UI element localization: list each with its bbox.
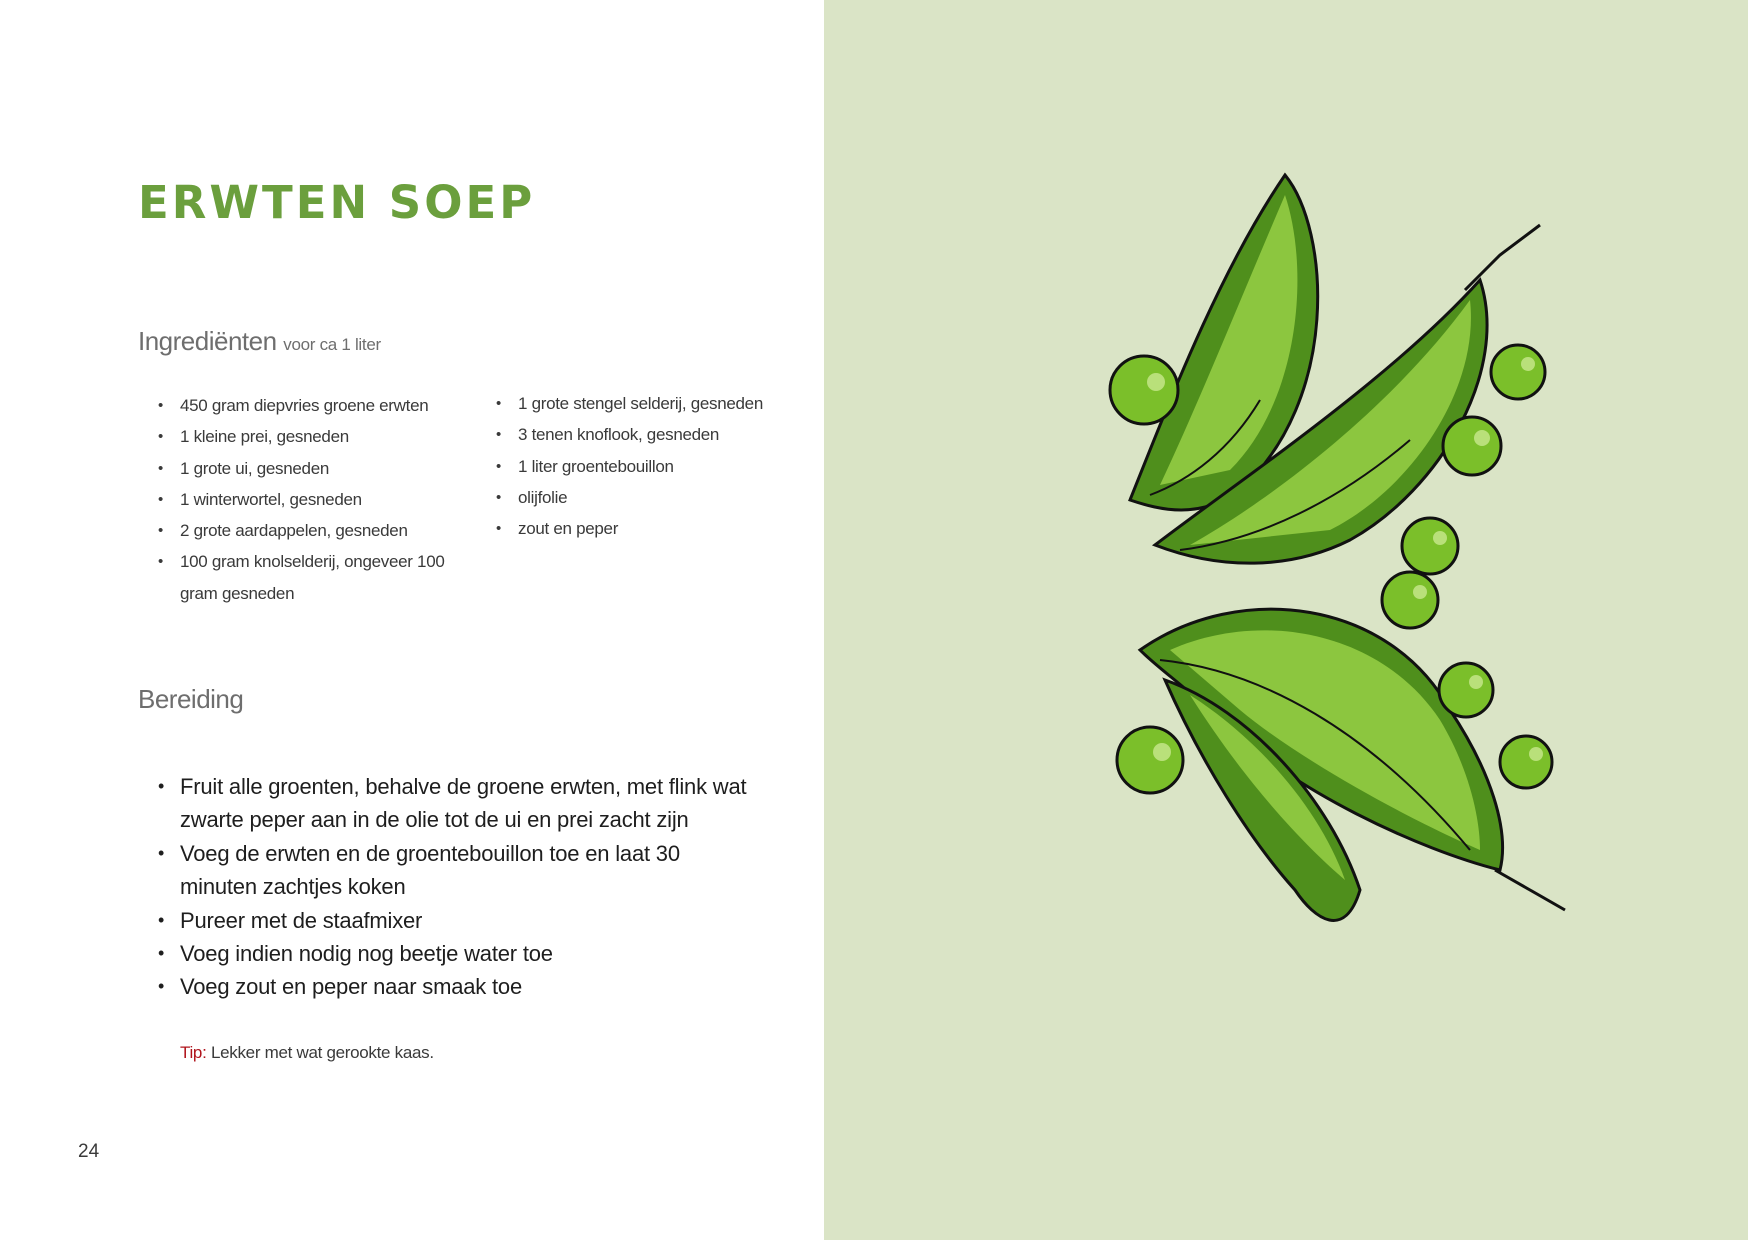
tip	[180, 1043, 434, 1063]
preparation-step: • Voeg indien nodig nog beetje water toe	[158, 937, 758, 970]
recipe-title: ERWTEN SOEP	[138, 176, 536, 229]
ingredient-item: • 1 grote ui, gesneden	[158, 453, 468, 484]
tip-text: Lekker met wat gerookte kaas.	[210, 1043, 434, 1062]
ingredient-item: • 100 gram knolselderij, ongeveer 100 gram gesneden	[158, 546, 468, 609]
ingredient-item: • olijfolie	[496, 482, 796, 513]
pea	[1117, 727, 1183, 793]
ingredient-item: • 2 grote aardappelen, gesneden	[158, 515, 468, 546]
preparation-step: • Voeg de erwten en de groentebouillon toe en laat 30 minuten zachtjes koken	[158, 837, 758, 904]
ingredient-item: • 450 gram diepvries groene erwten	[158, 390, 468, 421]
pea	[1439, 663, 1493, 717]
preparation-steps	[158, 770, 758, 1004]
ingredients-yield: voor ca 1 liter	[283, 335, 381, 354]
preparation-step: • Fruit alle groenten, behalve de groene erwten, met flink wat zwarte peper aan in de olie tot de ui en prei zacht zijn	[158, 770, 758, 837]
ingredients-heading	[138, 326, 381, 357]
tip-label: Tip:	[180, 1043, 207, 1062]
preparation-step: • Voeg zout en peper naar smaak toe	[158, 970, 758, 1003]
ingredient-item: • 1 grote stengel selderij, gesneden	[496, 388, 796, 419]
ingredients-list-column-1	[158, 390, 468, 609]
ingredient-item: • 1 kleine prei, gesneden	[158, 421, 468, 452]
pea	[1443, 417, 1501, 475]
ingredient-item: • 1 winterwortel, gesneden	[158, 484, 468, 515]
left-page	[0, 0, 824, 1240]
pea	[1402, 518, 1458, 574]
ingredient-item: • 3 tenen knoflook, gesneden	[496, 419, 796, 450]
pea	[1110, 356, 1178, 424]
pea	[1491, 345, 1545, 399]
pea	[1382, 572, 1438, 628]
page-number: 24	[78, 1141, 100, 1162]
preparation-heading: Bereiding	[138, 684, 244, 714]
preparation-step: • Pureer met de staafmixer	[158, 904, 758, 937]
pea	[1500, 736, 1552, 788]
ingredient-item: • 1 liter groentebouillon	[496, 451, 796, 482]
pea-pods-illustration	[1090, 150, 1610, 1010]
ingredients-list-column-2	[496, 388, 796, 544]
ingredients-heading-label: Ingrediënten	[138, 326, 277, 356]
ingredient-item: • zout en peper	[496, 513, 796, 544]
